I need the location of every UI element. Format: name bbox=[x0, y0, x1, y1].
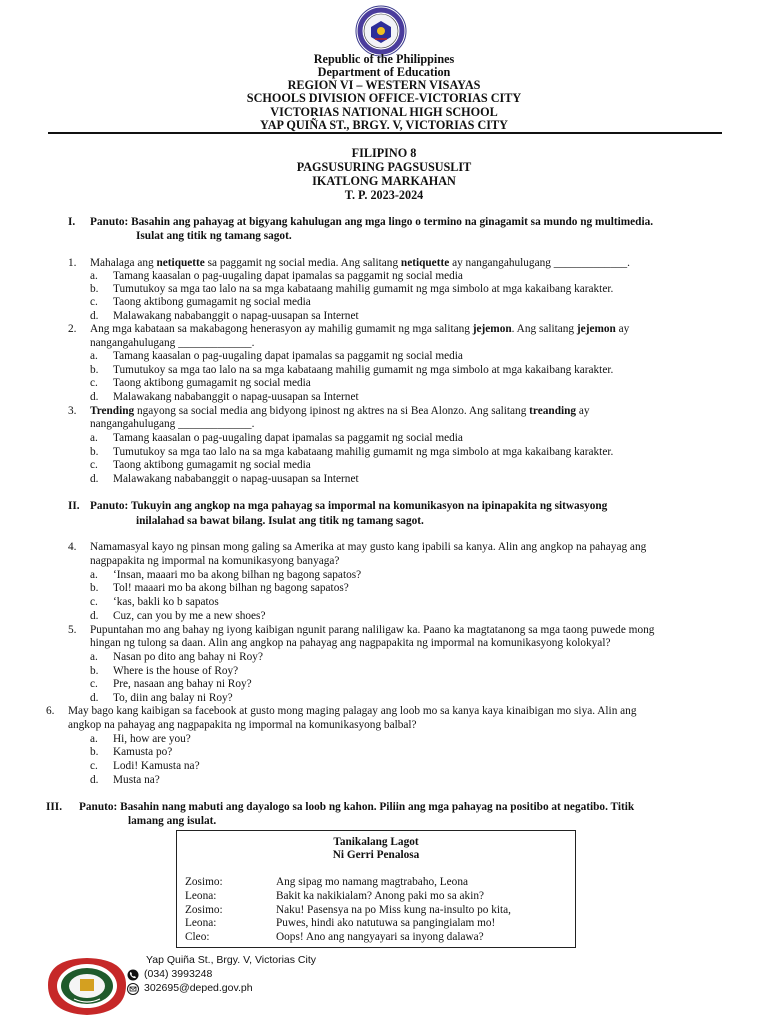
address-line: YAP QUIÑA ST., BRGY. V, VICTORIAS CITY bbox=[260, 118, 508, 132]
school-line: VICTORIAS NATIONAL HIGH SCHOOL bbox=[270, 105, 498, 119]
option-text: Lodi! Kamusta na? bbox=[113, 760, 200, 772]
option-text: Cuz, can you by me a new shoes? bbox=[113, 610, 266, 622]
option-text: Pre, nasaan ang bahay ni Roy? bbox=[113, 678, 252, 690]
question-5-number: 5. bbox=[68, 624, 77, 636]
option-letter: c. bbox=[90, 296, 98, 308]
option-letter: c. bbox=[90, 459, 98, 471]
dialogue-speaker: Leona: bbox=[185, 917, 217, 929]
question-6-stem: May bago kang kaibigan sa facebook at gusto mong maging palagay ang loob mo sa kanya kaya kinaibigan mo siya. Alin ang bbox=[68, 705, 637, 717]
dialogue-speaker: Zosimo: bbox=[185, 904, 223, 916]
question-2-number: 2. bbox=[68, 323, 77, 335]
dialogue-speaker: Leona: bbox=[185, 890, 217, 902]
option-text: Nasan po dito ang bahay ni Roy? bbox=[113, 651, 263, 663]
option-text: To, diin ang balay ni Roy? bbox=[113, 692, 233, 704]
question-4-stem-line2: nagpapakita ng impormal na komunikasyong banyaga? bbox=[90, 555, 340, 567]
question-4-number: 4. bbox=[68, 541, 77, 553]
option-text: Taong aktibong gumagamit ng social media bbox=[113, 459, 311, 471]
department-line: Department of Education bbox=[317, 65, 451, 79]
dialogue-line: Naku! Pasensya na po Miss kung na-insulto po kita, bbox=[276, 904, 512, 916]
option-text: Kamusta po? bbox=[113, 746, 173, 758]
option-text: Malawakang nababanggit o napag-uusapan sa Internet bbox=[113, 391, 359, 403]
question-2-stem-line2: nangangahulugang _____________. bbox=[90, 337, 255, 349]
school-year: T. P. 2023-2024 bbox=[344, 188, 424, 202]
option-letter: d. bbox=[90, 610, 99, 622]
footer-phone: (034) 3993248 bbox=[144, 968, 213, 980]
option-letter: b. bbox=[90, 582, 99, 594]
question-5-stem-line2: hingan ng tulong sa daan. Alin ang angkop na pahayag ang nagpapakita ng impormal na komunikasyong kolokyal? bbox=[90, 637, 611, 649]
option-text: Malawakang nababanggit o napag-uusapan sa Internet bbox=[113, 310, 359, 322]
dialogue-line: Oops! Ano ang nangyayari sa inyong dalawa? bbox=[276, 931, 484, 943]
part1-instructions-line2: Isulat ang titik ng tamang sagot. bbox=[136, 230, 292, 242]
option-letter: c. bbox=[90, 596, 98, 608]
option-letter: c. bbox=[90, 678, 98, 690]
option-letter: a. bbox=[90, 733, 98, 745]
option-text: Malawakang nababanggit o napag-uusapan sa Internet bbox=[113, 473, 359, 485]
option-letter: a. bbox=[90, 270, 98, 282]
part3-number: III. bbox=[46, 801, 63, 813]
option-text: ‘kas, bakli ko b sapatos bbox=[113, 596, 219, 608]
region-line: REGION VI – WESTERN VISAYAS bbox=[287, 78, 481, 92]
option-letter: d. bbox=[90, 391, 99, 403]
quarter-title: IKATLONG MARKAHAN bbox=[312, 174, 456, 188]
footer-email: 302695@deped.gov.ph bbox=[144, 982, 253, 994]
option-text: Tamang kaasalan o pag-uugaling dapat ipamalas sa paggamit ng social media bbox=[113, 350, 463, 362]
division-line: SCHOOLS DIVISION OFFICE-VICTORIAS CITY bbox=[246, 91, 522, 105]
option-text: Hi, how are you? bbox=[113, 733, 191, 745]
question-6-stem-line2: angkop na pahayag ang nagpapakita ng impormal na komunikasyong balbal? bbox=[68, 719, 417, 731]
part1-instructions-line1: Panuto: Basahin ang pahayag at bigyang kahulugan ang mga lingo o termino na ginagamit sa mundo ng multimedia. bbox=[90, 216, 654, 228]
option-text: Tumutukoy sa mga tao lalo na sa mga kabataang mahilig gumamit ng mga simbolo at mga kakaibang karakter. bbox=[113, 364, 614, 376]
dialogue-line: Ang sipag mo namang magtrabaho, Leona bbox=[276, 876, 468, 888]
option-letter: b. bbox=[90, 446, 99, 458]
option-letter: a. bbox=[90, 432, 98, 444]
part1-number: I. bbox=[68, 216, 76, 228]
part2-instructions-line1: Panuto: Tukuyin ang angkop na mga pahayag sa impormal na komunikasyon na ipinapakita ng sitwasyong bbox=[90, 500, 608, 512]
header-divider bbox=[48, 132, 722, 134]
question-1-number: 1. bbox=[68, 257, 77, 269]
box-title: Tanikalang Lagot bbox=[333, 836, 419, 848]
option-text: Musta na? bbox=[113, 774, 160, 786]
school-seal-logo bbox=[46, 955, 128, 1017]
question-6-number: 6. bbox=[46, 705, 55, 717]
dialogue-speaker: Cleo: bbox=[185, 931, 210, 943]
option-text: Tumutukoy sa mga tao lalo na sa mga kabataang mahilig gumamit ng mga simbolo at mga kakaibang karakter. bbox=[113, 446, 614, 458]
dialogue-speaker: Zosimo: bbox=[185, 876, 223, 888]
question-3-number: 3. bbox=[68, 405, 77, 417]
exam-title: PAGSUSURING PAGSUSUSLIT bbox=[296, 160, 472, 174]
option-letter: d. bbox=[90, 310, 99, 322]
subject-title: FILIPINO 8 bbox=[351, 146, 417, 160]
option-letter: d. bbox=[90, 692, 99, 704]
option-letter: c. bbox=[90, 760, 98, 772]
part3-instructions-line1: Panuto: Basahin nang mabuti ang dayalogo sa loob ng kahon. Piliin ang mga pahayag na positibo at negatibo. Titik bbox=[79, 801, 635, 813]
option-text: Tamang kaasalan o pag-uugaling dapat ipamalas sa paggamit ng social media bbox=[113, 270, 463, 282]
question-5-stem: Pupuntahan mo ang bahay ng iyong kaibigan ngunit parang naliligaw ka. Paano ka magtatanong sa mga taong puwede mong bbox=[90, 624, 655, 636]
question-3-stem-line2: nangangahulugang _____________. bbox=[90, 418, 255, 430]
option-text: Taong aktibong gumagamit ng social media bbox=[113, 296, 311, 308]
option-letter: b. bbox=[90, 746, 99, 758]
republic-line: Republic of the Philippines bbox=[313, 52, 455, 66]
option-text: Tamang kaasalan o pag-uugaling dapat ipamalas sa paggamit ng social media bbox=[113, 432, 463, 444]
part2-number: II. bbox=[68, 500, 80, 512]
dialogue-line: Bakit ka nakikialam? Anong paki mo sa akin? bbox=[276, 890, 484, 902]
option-text: Tol! maaari mo ba akong bilhan ng bagong sapatos? bbox=[113, 582, 349, 594]
deped-seal-logo bbox=[355, 5, 407, 57]
option-text: Where is the house of Roy? bbox=[113, 665, 239, 677]
question-4-stem: Namamasyal kayo ng pinsan mong galing sa Amerika at may gusto kang ipabili sa kanya. Alin ang angkop na pahayag ang bbox=[90, 541, 647, 553]
option-letter: a. bbox=[90, 350, 98, 362]
option-text: Tumutukoy sa mga tao lalo na sa mga kabataang mahilig gumamit ng mga simbolo at mga kakaibang karakter. bbox=[113, 283, 614, 295]
phone-icon bbox=[127, 968, 139, 980]
email-icon bbox=[127, 982, 139, 994]
option-letter: a. bbox=[90, 569, 98, 581]
option-letter: b. bbox=[90, 665, 99, 677]
option-letter: a. bbox=[90, 651, 98, 663]
footer-address: Yap Quiña St., Brgy. V, Victorias City bbox=[146, 954, 317, 966]
option-letter: c. bbox=[90, 377, 98, 389]
option-letter: d. bbox=[90, 473, 99, 485]
part3-instructions-line2: lamang ang isulat. bbox=[128, 815, 217, 827]
dialogue-line: Puwes, hindi ako natutuwa sa pangingialam mo! bbox=[276, 917, 496, 929]
box-author: Ni Gerri Penalosa bbox=[332, 849, 420, 861]
part2-instructions-line2: inilalahad sa bawat bilang. Isulat ang titik ng tamang sagot. bbox=[136, 515, 424, 527]
option-text: Taong aktibong gumagamit ng social media bbox=[113, 377, 311, 389]
option-letter: d. bbox=[90, 774, 99, 786]
option-text: ‘Insan, maaari mo ba akong bilhan ng bagong sapatos? bbox=[113, 569, 362, 581]
option-letter: b. bbox=[90, 283, 99, 295]
question-1-stem: Mahalaga ang netiquette sa paggamit ng social media. Ang salitang netiquette ay nangangahulugang _____________. bbox=[90, 257, 630, 269]
question-2-stem: Ang mga kabataan sa makabagong henerasyon ay mahilig gumamit ng mga salitang jejemon. Ang salitang jejemon ay bbox=[90, 323, 630, 335]
option-letter: b. bbox=[90, 364, 99, 376]
question-3-stem: Trending ngayong sa social media ang bidyong ipinost ng aktres na si Bea Alonzo. Ang salitang treanding ay bbox=[90, 405, 590, 417]
